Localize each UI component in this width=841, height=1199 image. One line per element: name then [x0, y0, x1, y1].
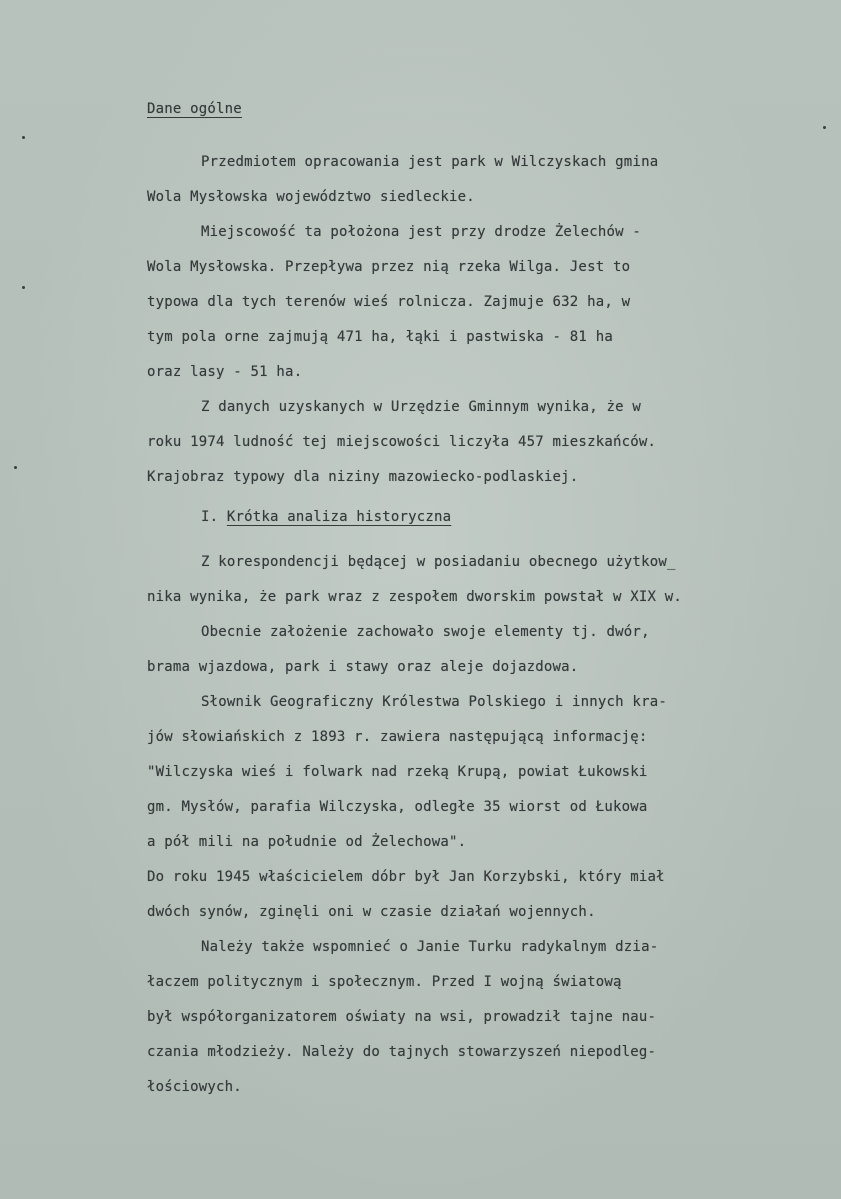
- text-line: typowa dla tych terenów wieś rolnicza. Zajmuje 632 ha, w: [147, 294, 631, 310]
- text-line: Krajobraz typowy dla niziny mazowiecko-podlaskiej.: [147, 469, 579, 485]
- section-number: I.: [201, 509, 219, 525]
- text-line: brama wjazdowa, park i stawy oraz aleje dojazdowa.: [147, 659, 579, 675]
- margin-mark: [823, 126, 826, 129]
- text-line: Z korespondencji będącej w posiadaniu obecnego użytkow_: [201, 554, 676, 570]
- section-heading-general: Dane ogólne: [147, 101, 242, 117]
- text-line: jów słowiańskich z 1893 r. zawiera następującą informację:: [147, 729, 648, 745]
- text-line: Wola Mysłowska. Przepływa przez nią rzeka Wilga. Jest to: [147, 259, 631, 275]
- text-line: Miejscowość ta położona jest przy drodze Żelechów -: [201, 224, 642, 240]
- text-line: roku 1974 ludność tej miejscowości liczyła 457 mieszkańców.: [147, 434, 657, 450]
- section-heading-history: [201, 508, 451, 526]
- text-line: łaczem politycznym i społecznym. Przed I wojną światową: [147, 974, 622, 990]
- text-line: dwóch synów, zginęli oni w czasie działań wojennych.: [147, 904, 596, 920]
- text-line: "Wilczyska wieś i folwark nad rzeką Krupą, powiat Łukowski: [147, 764, 648, 780]
- text-line: łościowych.: [147, 1079, 242, 1095]
- text-line: Do roku 1945 właścicielem dóbr był Jan Korzybski, który miał: [147, 869, 665, 885]
- text-line: Z danych uzyskanych w Urzędzie Gminnym wynika, że w: [201, 399, 642, 415]
- text-line: Należy także wspomnieć o Janie Turku radykalnym dzia-: [201, 939, 659, 955]
- text-line: Wola Mysłowska województwo siedleckie.: [147, 189, 475, 205]
- text-line: Przedmiotem opracowania jest park w Wilczyskach gmina: [201, 154, 659, 170]
- margin-mark: [14, 466, 17, 469]
- text-line: oraz lasy - 51 ha.: [147, 364, 303, 380]
- text-line: tym pola orne zajmują 471 ha, łąki i pastwiska - 81 ha: [147, 329, 613, 345]
- text-line: nika wynika, że park wraz z zespołem dworskim powstał w XIX w.: [147, 589, 682, 605]
- text-line: czania młodzieży. Należy do tajnych stowarzyszeń niepodleg-: [147, 1044, 657, 1060]
- section-title: Krótka analiza historyczna: [226, 509, 452, 525]
- margin-mark: [22, 286, 25, 289]
- text-line: a pół mili na południe od Żelechowa".: [147, 834, 467, 850]
- text-line: Obecnie założenie zachowało swoje elementy tj. dwór,: [201, 624, 650, 640]
- margin-mark: [22, 136, 25, 139]
- text-line: był współorganizatorem oświaty na wsi, prowadził tajne nau-: [147, 1009, 657, 1025]
- text-line: gm. Mysłów, parafia Wilczyska, odległe 35 wiorst od Łukowa: [147, 799, 648, 815]
- text-line: Słownik Geograficzny Królestwa Polskiego i innych kra-: [201, 694, 667, 710]
